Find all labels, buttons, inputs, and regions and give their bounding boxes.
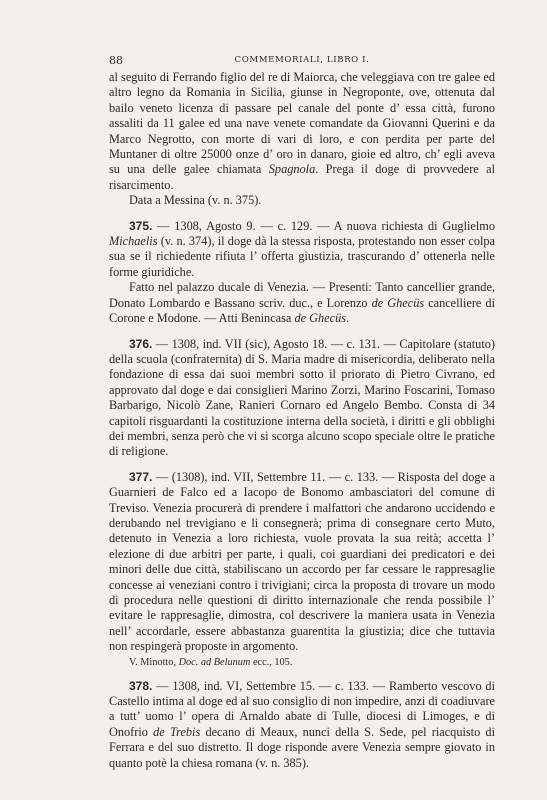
entry-number: 377. [129, 469, 153, 484]
entry-378: 378. — 1308, ind. VI, Settembre 15. — c. 133. — Ramberto vescovo di Castello intima al doge ed al suo consiglio di non impedire, anzi di coadiuvare a tutt’ uomo l’ opera di Arnaldo abate di Tulle, diocesi di Limoges, e di Onofrio de Trebis decano di Meaux, nunci della S. Sede, pel riacquisto di Ferrara e del suo distretto. Il doge risponde avere Venezia sempre giovato in quanto potè la chiesa romana (v. n. 385). [109, 678, 495, 770]
dating-line: Data a Messina (v. n. 375). [129, 193, 262, 208]
entry-375: 375. — 1308, Agosto 9. — c. 129. — A nuova richiesta di Guglielmo Michaelis (v. n. 374), il doge dà la stessa risposta, protestando non esser colpa sua se il richiedente rifiuta l’ offerta giustizia, trascurando d’ ottenerla nelle forme giuridiche. [109, 218, 495, 279]
entry-375-colophon: Fatto nel palazzo ducale di Venezia. — Presenti: Tanto cancellier grande, Donato Lombardo e Bassano scriv. duc., e Lorenzo de Ghecüs cancelliere di Corone e Modone. — Atti Benincasa de Ghecüs. [109, 280, 495, 326]
entry-377-note: V. Minotto, Doc. ad Belunum ecc., 105. [129, 656, 293, 668]
page-header [109, 54, 495, 70]
page-number: 88 [109, 54, 123, 67]
carryover-paragraph: al seguito di Ferrando figlio del re di Maiorca, che veleggiava con tre galee ed altro legno da Romania in Sicilia, giunse in Negroponte, ove, ottenuta dal bailo veneto licenza di passare pel canale del ponte d’ essa città, furono assaliti da 11 galee ed una nave venete comandate da Giovanni Querini e da Marco Negrotto, con morte di vari di loro, e con perdita per parte del Muntaner di oltre 25000 onze d’ oro in danaro, gioie ed altro, ch’ egli aveva su una delle galee chiamata Spagnola. Prega il doge di provvedere al risarcimento. [109, 70, 496, 192]
entry-376: 376. — 1308, ind. VII (sic), Agosto 18. — c. 131. — Capitolare (statuto) della scuola (confraternita) di S. Maria madre di misericordia, deliberato nella fondazione di essa dai suoi membri sotto il priorato di Pietro Civrano, ed approvato dal doge e dai consiglieri Marino Zorzi, Marino Foscarini, Tomaso Barbarigo, Nicolò Zane, Ranieri Cornaro ed Angelo Bembo. Consta di 34 capitoli risguardanti la costituzione interna della società, i diritti e gli obblighi dei membri, senza però che vi si scorga alcuno scopo speciale oltre le pratiche di religione. [109, 336, 495, 459]
entry-number: 375. [129, 218, 153, 233]
italic-term: Spagnola [268, 162, 316, 177]
running-head: COMMEMORIALI, LIBRO I. [234, 55, 370, 65]
entry-number: 378. [129, 678, 153, 693]
page-body [109, 70, 495, 771]
entry-number: 376. [129, 336, 153, 351]
entry-377: 377. — (1308), ind. VII, Settembre 11. — c. 133. — Risposta del doge a Guarnieri de Falco ed a Iacopo de Bonomo ambasciatori del comune di Treviso. Venezia procurerà di prendere i malfattori che andarono uccidendo e derubando nel trevigiano e li consegnerà; prima di consegnare certo Muto, detenuto in Venezia a loro richiesta, vuole provata la sua reità; accetta l’ elezione di due arbitri per parte, i quali, coi guardiani dei predicatori e dei minori delle due città, stabiliscano un accordo per far cessare le rappresaglie concesse ai veneziani contro i trivigiani; circa la proposta di trovare un modo di procedura nelle questioni di diritto internazionale che renda possibile l’ evitare le rappresaglie, dimostra, col descrivere la maniera usata in Venezia nell’ accordarle, essere abbastanza guarentita la giustizia; dice che tuttavia non respingerà proposte in argomento. [109, 469, 495, 654]
